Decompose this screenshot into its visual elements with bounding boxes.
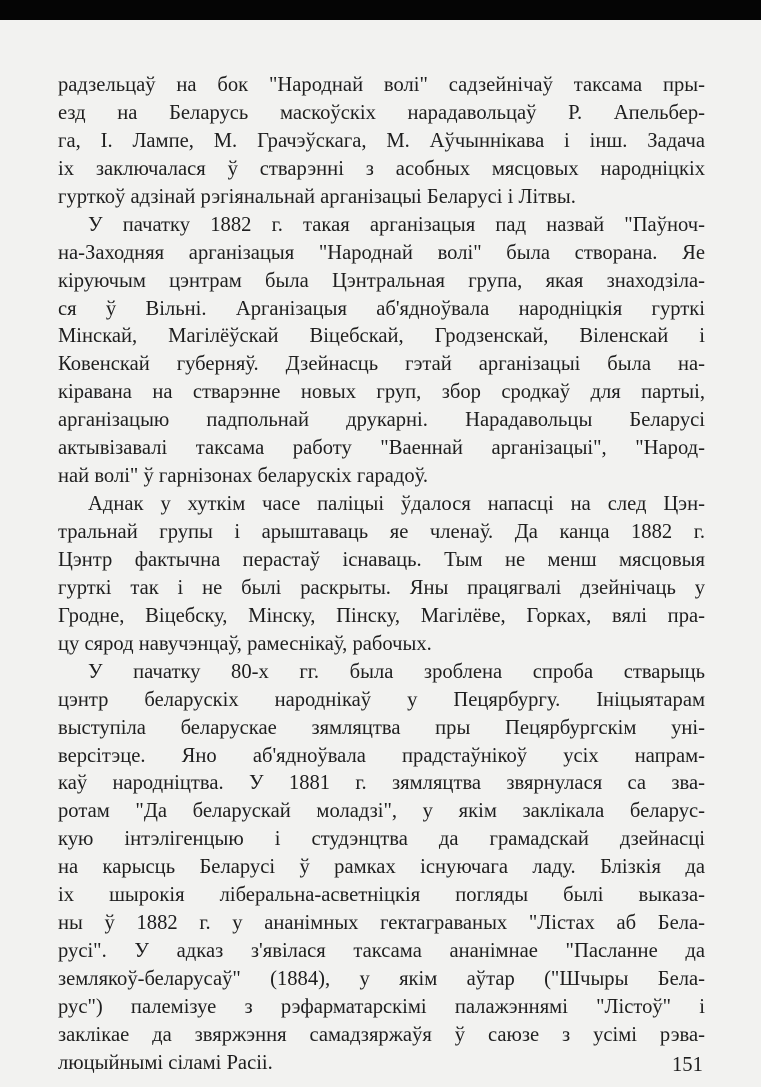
text-line: цу сярод навучэнцаў, рамеснікаў, рабочых. bbox=[58, 632, 432, 655]
text-line: тральнай групы і арыштаваць яе членаў. Да канца 1882 г. bbox=[58, 521, 705, 543]
text-line: землякоў-беларусаў" (1884), у якім аўтар ("Шчыры Бела- bbox=[58, 968, 705, 990]
text-line: кіруючым цэнтрам была Цэнтральная група, якая знаходзіла- bbox=[58, 269, 705, 292]
text-line: кую інтэлігенцыю і студэнцтва да грамадскай дзейнасці bbox=[58, 828, 705, 851]
text-line: езд на Беларусь маскоўскіх нарадавольцаў Р. Апельбер- bbox=[58, 101, 705, 124]
text-line: заклікае да звяржэння самадзяржаўя ў саюзе з усімі рэва- bbox=[58, 1023, 705, 1046]
text-line: кіравана на стварэнне новых груп, збор сродкаў для партыі, bbox=[58, 381, 705, 404]
text-line: іх шырокія ліберальна-асветніцкія погляды былі выказа- bbox=[58, 884, 705, 907]
text-line: цэнтр беларускіх народнікаў у Пецярбургу. Ініцыятарам bbox=[58, 688, 705, 711]
text-line: У пачатку 1882 г. такая арганізацыя пад назвай "Пaўноч- bbox=[88, 213, 705, 236]
page-number: 151 bbox=[672, 1054, 703, 1076]
text-line: на-Заходняя арганізацыя "Народнай волі" была створана. Яе bbox=[58, 241, 705, 264]
text-line: ся ў Вільні. Арганізацыя аб'ядноўвала народніцкія гурткі bbox=[58, 297, 705, 320]
text-line: Цэнтр фактычна перастаў існаваць. Тым не менш мясцовыя bbox=[58, 548, 705, 571]
text-line: гурткоў адзінай рэгіянальнай арганізацыі Беларусі і Літвы. bbox=[58, 185, 576, 208]
text-line: радзельцаў на бок "Народнай волі" садзейнічаў таксама пры- bbox=[58, 74, 705, 96]
text-line: іх заключалася ў стварэнні з асобных мясцовых народніцкіх bbox=[58, 157, 705, 180]
scan-top-border bbox=[0, 0, 761, 20]
text-line: актывізавалі таксама работу "Ваеннай арганізацыі", "Народ- bbox=[58, 437, 705, 460]
text-line: на карысць Беларусі ў рамках існуючага ладу. Блізкія да bbox=[58, 856, 705, 879]
page-body-text bbox=[58, 72, 705, 1078]
text-line: Ковенскай губерняў. Дзейнасць гэтай арганізацыі была на- bbox=[58, 353, 705, 376]
text-line: арганізацыю падпольнай друкарні. Нарадавольцы Беларусі bbox=[58, 409, 705, 432]
text-line: каў народніцтва. У 1881 г. зямляцтва звярнулася са зва- bbox=[58, 772, 705, 795]
text-line: выступіла беларускае зямляцтва пры Пецярбургскім уні- bbox=[58, 716, 705, 739]
text-line: рус") палемізуе з рэфарматарскімі палажэннямі "Лістоў" і bbox=[58, 995, 705, 1018]
paragraph bbox=[58, 491, 705, 659]
text-line: ны ў 1882 г. у ананімных гектаграваных "Лістах аб Бела- bbox=[58, 912, 705, 935]
text-line: русі". У адказ з'явілася таксама ананімнае "Пасланне да bbox=[58, 940, 705, 963]
text-line: люцыйнымі сіламі Расіі. bbox=[58, 1051, 273, 1074]
text-line: версітэце. Яно аб'ядноўвала прадстаўнікоў усіх напрам- bbox=[58, 744, 705, 767]
text-line: га, І. Лампе, М. Грачэўскага, М. Аўчыннікава і інш. Задача bbox=[58, 129, 705, 152]
text-line: Гродне, Віцебску, Мінску, Пінску, Магілёве, Горках, вялі пра- bbox=[58, 604, 705, 627]
paragraph bbox=[58, 72, 705, 212]
paragraph bbox=[58, 212, 705, 491]
text-line: Мінскай, Магілёўскай Віцебскай, Гродзенскай, Віленскай і bbox=[58, 325, 705, 348]
text-line: У пачатку 80-х гг. была зроблена спроба стварыць bbox=[88, 660, 705, 683]
paragraph bbox=[58, 659, 705, 1078]
text-line: Аднак у хуткім часе паліцыі ўдалося напасці на след Цэн- bbox=[88, 493, 705, 516]
text-line: ротам "Да беларускай моладзі", у якім заклікала беларус- bbox=[58, 800, 705, 823]
text-line: гурткі так і не былі раскрыты. Яны працягвалі дзейнічаць у bbox=[58, 576, 705, 599]
text-line: най волі" ў гарнізонах беларускіх гарадоў. bbox=[58, 465, 429, 488]
